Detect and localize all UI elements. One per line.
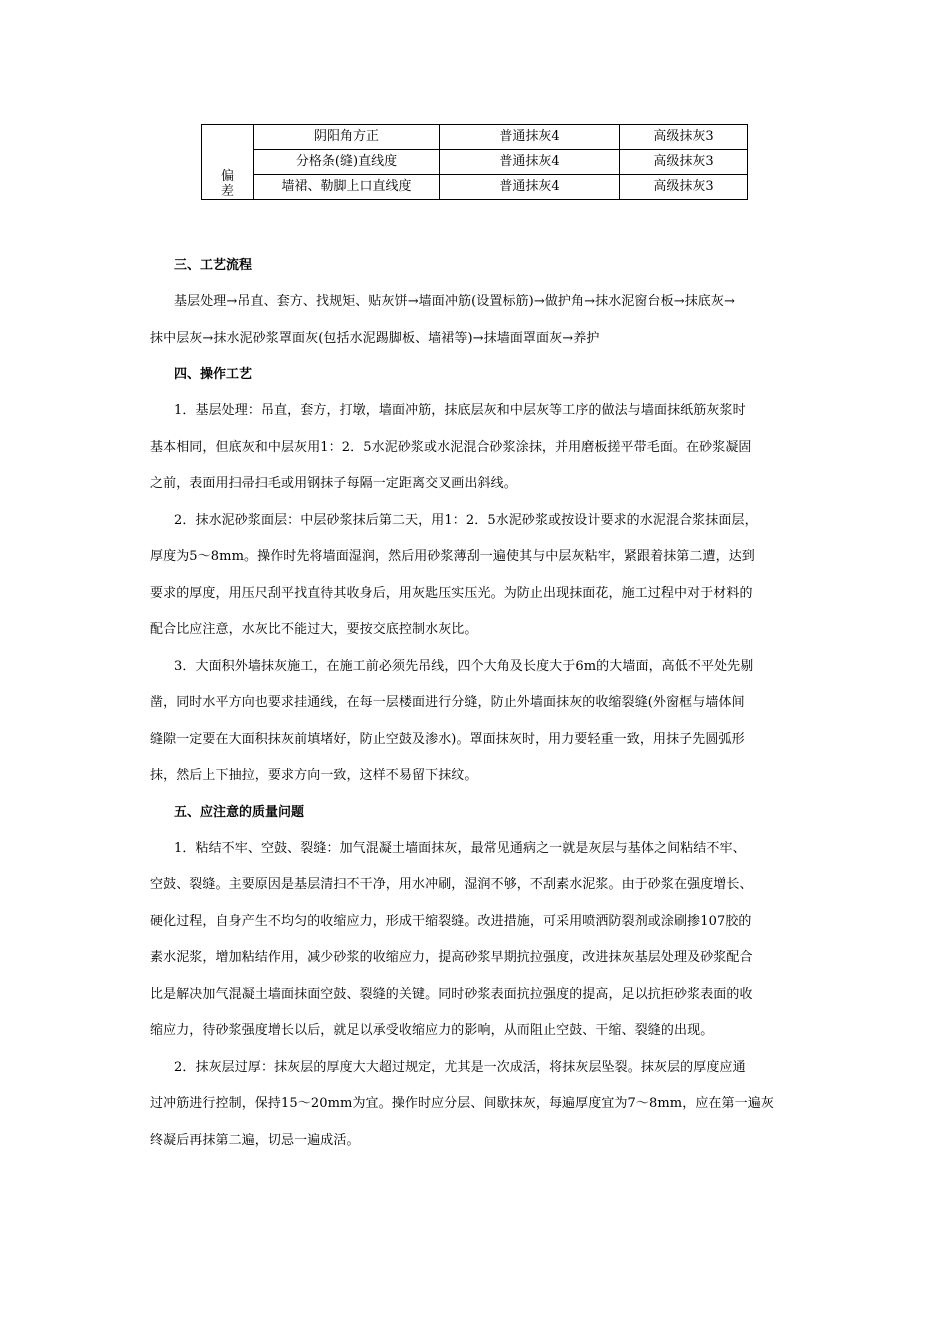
text-line: 缩应力，待砂浆强度增长以后，就足以承受收缩应力的影响，从而阻止空鼓、干缩、裂缝的出现。	[150, 1023, 714, 1038]
text-line: 2．抹水泥砂浆面层：中层砂浆抹后第二天，用1：2．5水泥砂浆或按设计要求的水泥混合浆抹面层，	[174, 512, 758, 528]
section-heading-quality: 五、应注意的质量问题	[174, 804, 305, 820]
document-body	[150, 248, 810, 1159]
table-cell-advanced: 高级抹灰3	[620, 125, 748, 150]
text-line: 比是解决加气混凝土墙面抹面空鼓、裂缝的关键。同时砂浆表面抗拉强度的提高，足以抗拒砂浆表面的收	[150, 986, 753, 1002]
quality-paragraph-1	[150, 831, 810, 1050]
table-cell-normal: 普通抹灰4	[440, 150, 620, 175]
text-line: 抹，然后上下抽拉，要求方向一致，这样不易留下抹纹。	[150, 768, 478, 783]
text-line: 缝隙一定要在大面积抹灰前填堵好，防止空鼓及渗水)。罩面抹灰时，用力要轻重一致，用抹子先圆弧形	[150, 731, 745, 747]
operation-paragraph-1	[150, 393, 810, 503]
text-line: 配合比应注意，水灰比不能过大，要按交底控制水灰比。	[150, 622, 478, 637]
text-line: 3．大面积外墙抹灰施工，在施工前必须先吊线，四个大角及长度大于6m的大墙面，高低不平处先剔	[174, 658, 754, 674]
deviation-side-label: 偏差	[220, 169, 234, 199]
table-row	[202, 125, 748, 150]
text-line: 抹中层灰→抹水泥砂浆罩面灰(包括水泥踢脚板、墙裙等)→抹墙面罩面灰→养护	[150, 330, 600, 346]
text-line: 过冲筋进行控制，保持15～20mm为宜。操作时应分层、间歇抹灰，每遍厚度宜为7～8mm，应在第一遍灰	[150, 1096, 774, 1111]
table-cell-normal: 普通抹灰4	[440, 175, 620, 200]
text-line: 基层处理→吊直、套方、找规矩、贴灰饼→墙面冲筋(设置标筋)→做护角→抹水泥窗台板→抹底灰→	[174, 294, 735, 309]
operation-paragraph-2	[150, 503, 810, 649]
table-row	[202, 150, 748, 175]
table-cell-item: 墙裙、勒脚上口直线度	[254, 175, 440, 200]
table-cell-advanced: 高级抹灰3	[620, 150, 748, 175]
table-cell-advanced: 高级抹灰3	[620, 175, 748, 200]
process-flow-paragraph	[150, 284, 810, 357]
text-line: 素水泥浆，增加粘结作用，减少砂浆的收缩应力，提高砂浆早期抗拉强度，改进抹灰基层处理及砂浆配合	[150, 950, 753, 965]
quality-paragraph-2	[150, 1050, 810, 1160]
text-line: 1．粘结不牢、空鼓、裂缝：加气混凝土墙面抹灰，最常见通病之一就是灰层与基体之间粘结不牢、	[174, 840, 746, 856]
table-cell-item: 分格条(缝)直线度	[254, 150, 440, 175]
text-line: 硬化过程，自身产生不均匀的收缩应力，形成干缩裂缝。改进措施，可采用喷洒防裂剂或涂刷掺107胶的	[150, 913, 752, 929]
deviation-table	[201, 124, 748, 200]
text-line: 基本相同，但底灰和中层灰用1：2．5水泥砂浆或水泥混合砂浆涂抹，并用磨板搓平带毛面。在砂浆凝固	[150, 439, 752, 455]
section-heading-process: 三、工艺流程	[174, 258, 253, 273]
text-line: 之前，表面用扫帚扫毛或用钢抹子每隔一定距离交叉画出斜线。	[150, 476, 517, 491]
text-line: 1．基层处理：吊直，套方，打墩，墙面冲筋，抹底层灰和中层灰等工序的做法与墙面抹纸筋灰浆时	[174, 403, 746, 418]
text-line: 空鼓、裂缝。主要原因是基层清扫不干净，用水冲刷，湿润不够，不刮素水泥浆。由于砂浆在强度增长、	[150, 877, 753, 892]
text-line: 终凝后再抹第二遍，切忌一遍成活。	[150, 1132, 360, 1148]
text-line: 凿，同时水平方向也要求挂通线，在每一层楼面进行分缝，防止外墙面抹灰的收缩裂缝(外窗框与墙体间	[150, 695, 745, 710]
table-cell-normal: 普通抹灰4	[440, 125, 620, 150]
text-line: 厚度为5～8mm。操作时先将墙面湿润，然后用砂浆薄刮一遍使其与中层灰粘牢，紧跟着抹第二遭，达到	[150, 549, 755, 564]
operation-paragraph-3	[150, 649, 810, 795]
table-cell-item: 阴阳角方正	[254, 125, 440, 150]
deviation-side-label-cell	[202, 125, 254, 200]
section-heading-operation: 四、操作工艺	[174, 367, 253, 382]
table-row	[202, 175, 748, 200]
text-line: 要求的厚度，用压尺刮平找直待其收身后，用灰匙压实压光。为防止出现抹面花，施工过程中对于材料的	[150, 585, 753, 601]
text-line: 2．抹灰层过厚：抹灰层的厚度大大超过规定，尤其是一次成活，将抹灰层坠裂。抹灰层的厚度应通	[174, 1059, 746, 1075]
